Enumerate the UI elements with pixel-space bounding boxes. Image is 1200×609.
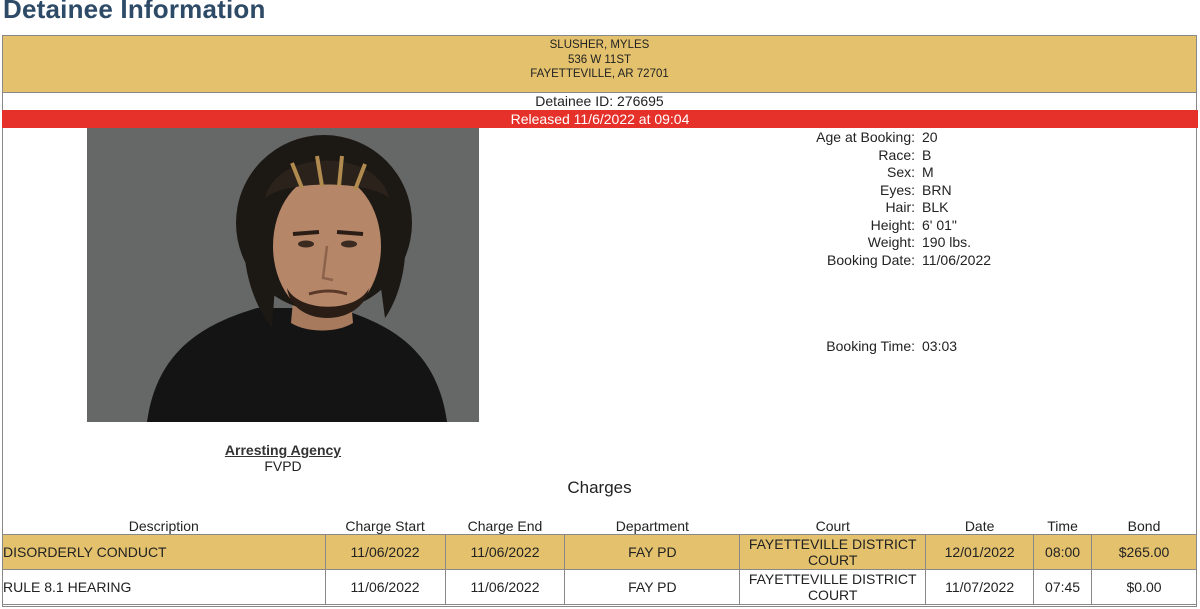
- detail-row-height: [700, 216, 1100, 234]
- charge-court: FAYETTEVILLE DISTRICT COURT: [740, 570, 926, 605]
- col-header-charge-end: Charge End: [467, 518, 543, 534]
- charge-bond: $0.00: [1092, 570, 1197, 605]
- detail-value: 190 lbs.: [922, 234, 972, 250]
- col-header-court: Court: [815, 518, 850, 534]
- charge-court: FAYETTEVILLE DISTRICT COURT: [740, 535, 926, 570]
- arresting-agency-title: Arresting Agency: [224, 442, 342, 458]
- detail-value: BRN: [922, 182, 952, 198]
- col-header-time: Time: [1047, 518, 1078, 534]
- charge-date: 12/01/2022: [926, 535, 1034, 570]
- detail-value: 6' 01": [922, 217, 957, 233]
- col-header-department: Department: [615, 518, 689, 534]
- detainee-name: SLUSHER, MYLES: [549, 39, 650, 51]
- detail-row-hair: [700, 198, 1100, 216]
- charge-end: 11/06/2022: [445, 570, 565, 605]
- detail-value: B: [922, 147, 932, 163]
- charges-table: [2, 514, 1197, 605]
- detail-label: Booking Time:: [826, 338, 915, 354]
- charge-time: 07:45: [1034, 570, 1092, 605]
- detail-value: M: [922, 164, 934, 180]
- charge-start: 11/06/2022: [325, 535, 445, 570]
- detail-label: Sex:: [886, 164, 915, 180]
- charge-date: 11/07/2022: [926, 570, 1034, 605]
- charge-end: 11/06/2022: [445, 535, 565, 570]
- address-band: [2, 35, 1197, 93]
- detainee-id: Detainee ID: 276695: [535, 93, 664, 109]
- detail-row-race: [700, 146, 1100, 164]
- page-title: Detainee Information: [3, 0, 266, 24]
- detail-label: Height:: [870, 217, 915, 233]
- charges-header-row: [3, 514, 1197, 535]
- charge-bond: $265.00: [1092, 535, 1197, 570]
- detail-value: 11/06/2022: [922, 252, 992, 268]
- detail-row-eyes: [700, 181, 1100, 199]
- charge-start: 11/06/2022: [325, 570, 445, 605]
- col-header-description: Description: [128, 518, 199, 534]
- detail-label: Hair:: [885, 199, 915, 215]
- col-header-charge-start: Charge Start: [345, 518, 425, 534]
- detainee-city: FAYETTEVILLE, AR 72701: [530, 68, 669, 80]
- detail-label: Eyes:: [879, 182, 915, 198]
- detail-label: Race:: [878, 147, 915, 163]
- table-row: [3, 570, 1197, 605]
- charge-description: RULE 8.1 HEARING: [3, 570, 326, 605]
- charge-description: DISORDERLY CONDUCT: [3, 535, 326, 570]
- detail-row-sex: [700, 163, 1100, 181]
- col-header-date: Date: [964, 518, 995, 534]
- charges-title: Charges: [567, 478, 632, 497]
- detainee-street: 536 W 11ST: [567, 53, 632, 66]
- detail-value: 20: [922, 129, 938, 145]
- detail-label: Weight:: [867, 234, 915, 250]
- person-silhouette-icon: [87, 128, 479, 422]
- arresting-agency-value: FVPD: [264, 458, 302, 474]
- arresting-agency: [87, 442, 479, 474]
- mugshot-photo: [87, 128, 479, 422]
- release-status-banner: Released 11/6/2022 at 09:04: [2, 110, 1198, 128]
- charge-department: FAY PD: [565, 570, 740, 605]
- detail-label: Booking Date:: [827, 252, 915, 268]
- detail-row-booking-date: [700, 251, 1100, 269]
- table-row: [3, 535, 1197, 570]
- detail-row-age-at-booking: [700, 128, 1100, 146]
- charge-department: FAY PD: [565, 535, 740, 570]
- detail-row-weight: [700, 233, 1100, 251]
- detail-label: Age at Booking:: [816, 129, 915, 145]
- col-header-bond: Bond: [1127, 518, 1161, 534]
- detail-value: 03:03: [922, 338, 958, 354]
- detail-value: BLK: [922, 199, 949, 215]
- detail-row-booking-time: [700, 337, 1100, 355]
- charge-time: 08:00: [1034, 535, 1092, 570]
